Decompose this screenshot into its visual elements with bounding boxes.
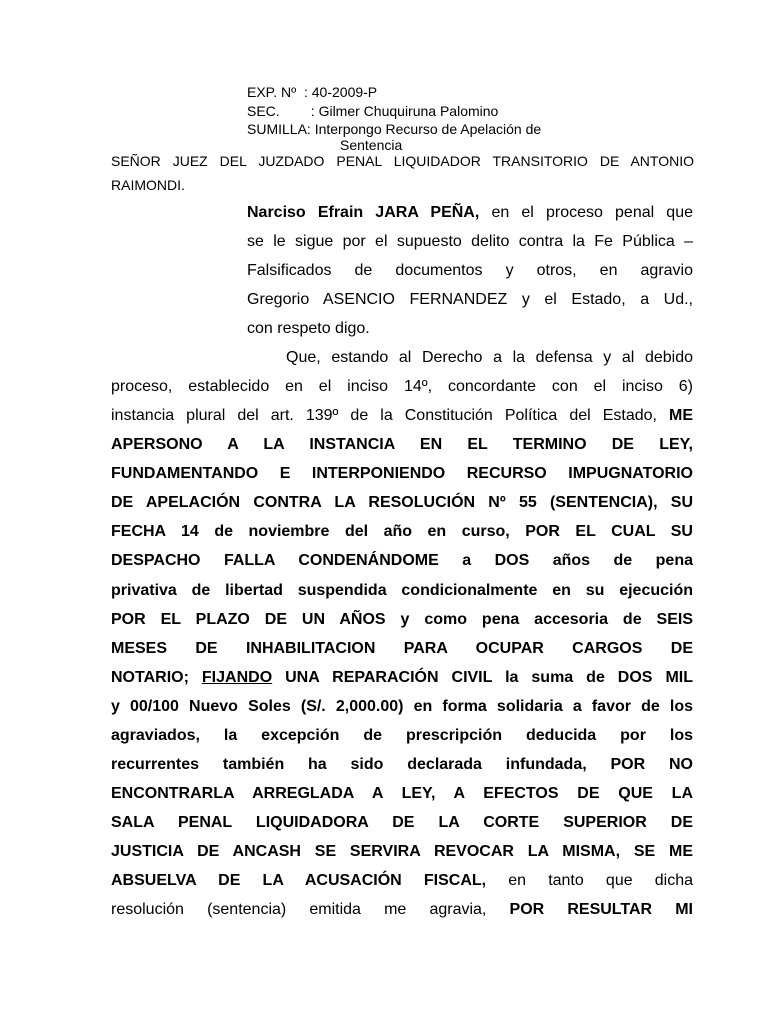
body-text-bold: FECHA 14 de noviembre del año en curso,: [111, 523, 510, 540]
body-text: instancia plural del art. 139º de la Constitución Política del Estado,: [111, 407, 657, 424]
body-line-9: privativa de libertad suspendida condicionalmente en su ejecución: [111, 582, 693, 599]
body-line-5: FUNDAMENTANDO E INTERPONIENDO RECURSO IMPUGNATORIO: [111, 465, 693, 482]
body-line-12: [111, 669, 693, 687]
petitioner-name: Narciso Efrain JARA PEÑA,: [247, 204, 480, 221]
body-text-bold: POR NO: [610, 756, 693, 773]
body-text: resolución (sentencia) emitida me agravia,: [111, 901, 487, 918]
body-line-11: MESES DE INHABILITACION PARA OCUPAR CARGOS DE: [111, 640, 693, 657]
expediente-number: EXP. Nº : 40-2009-P: [247, 84, 378, 100]
body-text-bold: DESPACHO FALLA CONDENÁNDOME a DOS: [111, 552, 530, 569]
body-text-bold: NOTARIO;: [111, 669, 189, 686]
body-text-bold: UNA REPARACIÓN CIVIL la suma de DOS MIL: [285, 669, 694, 686]
body-line-7: [111, 523, 693, 541]
body-line-16: ENCONTRARLA ARREGLADA A LEY, A EFECTOS DE QUE LA: [111, 785, 693, 802]
secretary-line: SEC. : Gilmer Chuquiruna Palomino: [247, 103, 499, 119]
body-line-13: y 00/100 Nuevo Soles (S/. 2,000.00) en forma solidaria a favor de los: [111, 698, 693, 715]
addressee-line-1: SEÑOR JUEZ DEL JUZDADO PENAL LIQUIDADOR TRANSITORIO DE ANTONIO: [111, 153, 694, 169]
body-line-17: SALA PENAL LIQUIDADORA DE LA CORTE SUPERIOR DE: [111, 814, 693, 831]
body-line-20: [111, 901, 693, 919]
body-line-14: agraviados, la excepción de prescripción deducida por los: [111, 727, 693, 744]
body-text-bold: POR EL CUAL SU: [525, 523, 693, 540]
body-text-bold: POR EL PLAZO DE UN AÑOS: [111, 611, 386, 628]
body-line-6: DE APELACIÓN CONTRA LA RESOLUCIÓN Nº 55 (SENTENCIA), SU: [111, 494, 693, 511]
intro-line-3: Falsificados de documentos y otros, en agravio: [247, 262, 693, 279]
body-line-8: [111, 552, 693, 570]
body-text-bold: y como pena accesoria de: [400, 611, 642, 628]
body-text-underlined: FIJANDO: [201, 669, 273, 686]
body-text: en tanto que dicha: [508, 872, 694, 889]
body-line-2: proceso, establecido en el inciso 14º, concordante con el inciso 6): [111, 378, 693, 395]
body-line-1: Que, estando al Derecho a la defensa y al debido: [286, 349, 693, 366]
intro-line-2: se le sigue por el supuesto delito contra la Fe Pública –: [247, 233, 693, 250]
body-line-4: APERSONO A LA INSTANCIA EN EL TERMINO DE LEY,: [111, 436, 693, 453]
body-text-bold: SEIS: [656, 611, 693, 628]
body-text-bold: ABSUELVA DE LA ACUSACIÓN FISCAL,: [111, 872, 487, 889]
body-line-10: [111, 611, 693, 629]
body-line-18: JUSTICIA DE ANCASH SE SERVIRA REVOCAR LA MISMA, SE ME: [111, 843, 693, 860]
addressee-line-2: RAIMONDI.: [111, 177, 185, 193]
body-line-15: [111, 756, 693, 774]
intro-line-1: [247, 204, 693, 222]
intro-text: en el proceso penal que: [491, 204, 693, 221]
body-line-19: [111, 872, 693, 890]
body-text-bold: POR RESULTAR MI: [509, 901, 693, 918]
body-line-3: [111, 407, 693, 425]
body-text-bold: recurrentes también ha sido declarada infundada,: [111, 756, 587, 773]
sumilla-continuation: Sentencia: [340, 137, 403, 153]
body-text-bold: ME: [669, 407, 693, 424]
sumilla-line: SUMILLA: Interpongo Recurso de Apelación de: [247, 121, 542, 137]
intro-line-4: Gregorio ASENCIO FERNANDEZ y el Estado, a Ud.,: [247, 291, 693, 308]
intro-line-5: con respeto digo.: [247, 320, 370, 337]
body-text-bold: años de pena: [552, 552, 693, 569]
